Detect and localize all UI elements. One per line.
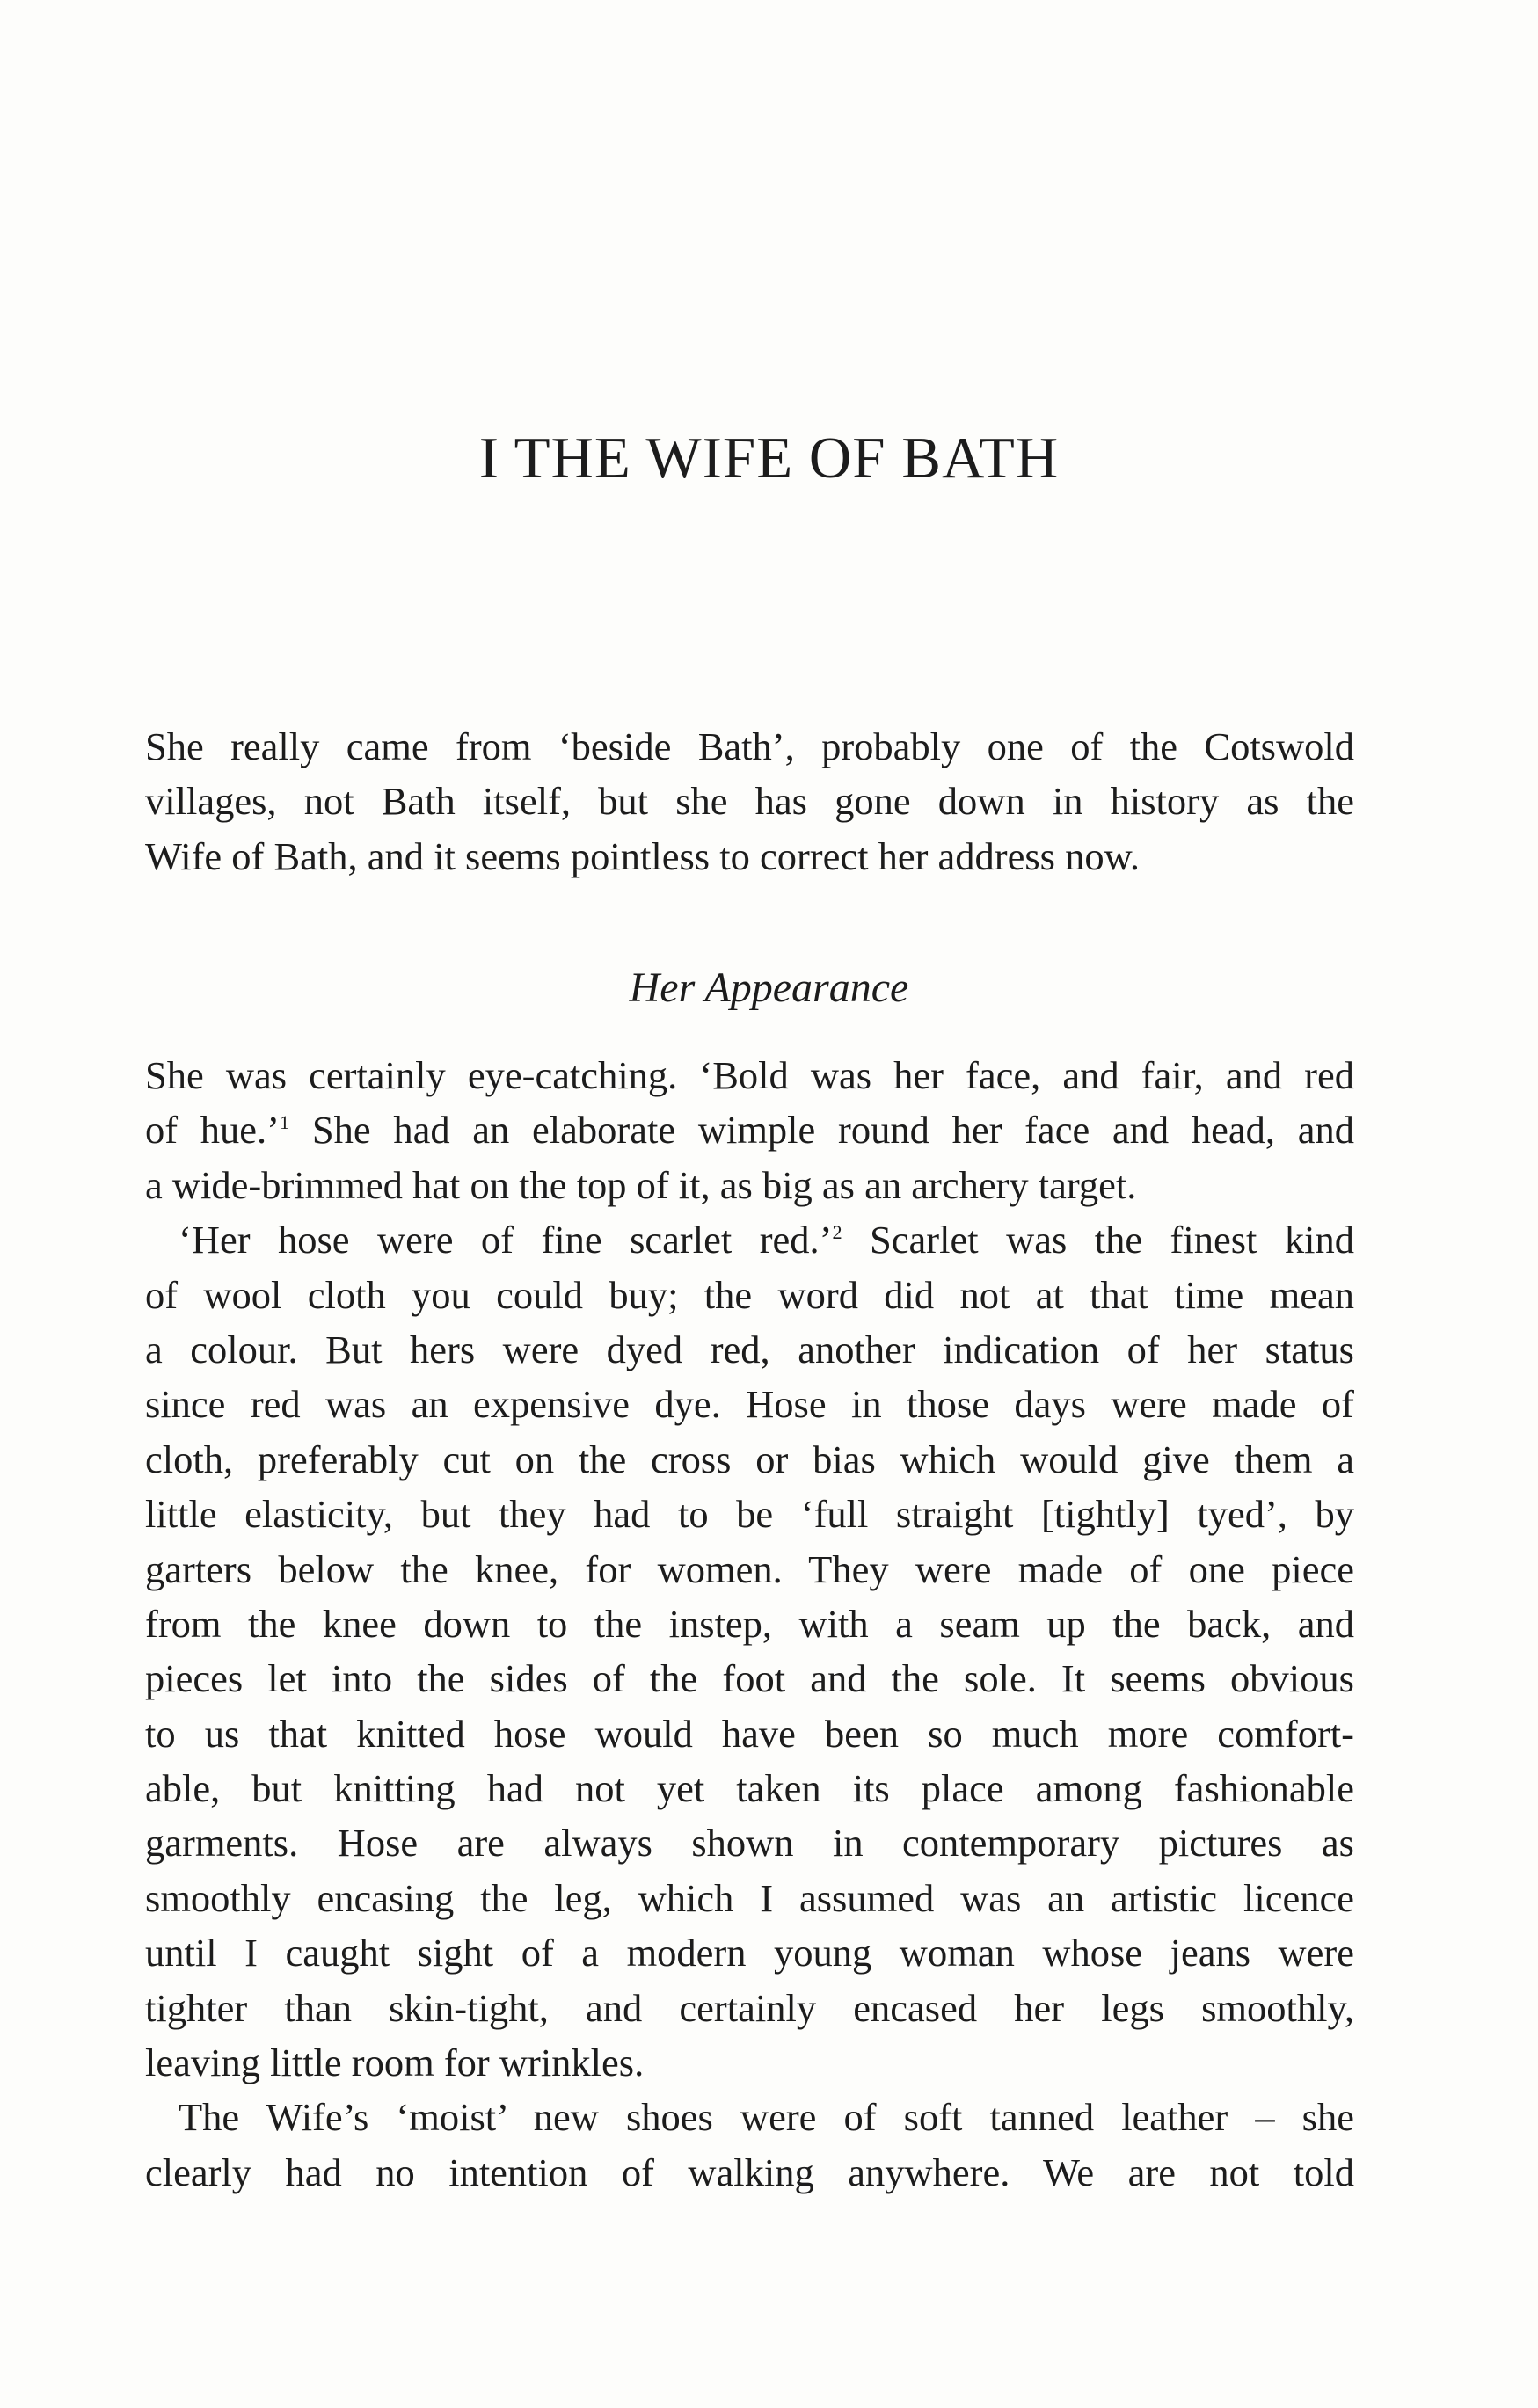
text-line: cloth, preferably cut on the cross or bias which would give them a xyxy=(145,1437,1354,1481)
text-line: little elasticity, but they had to be ‘full straight [tightly] tyed’, by xyxy=(145,1492,1354,1537)
text-line xyxy=(145,1212,1354,1267)
text-line: tighter than skin-tight, and certainly encased her legs smoothly, xyxy=(145,1985,1354,2030)
footnote-marker[interactable]: 2 xyxy=(832,1221,842,1244)
chapter-title: I THE WIFE OF BATH xyxy=(478,426,1060,491)
text-line: clearly had no intention of walking anywhere. We are not told xyxy=(145,2150,1354,2194)
section-heading: Her Appearance xyxy=(629,964,909,1011)
text-line: garments. Hose are always shown in contemporary pictures as xyxy=(145,1821,1354,1866)
body-text xyxy=(145,1048,1354,2200)
text-line: pieces let into the sides of the foot and the sole. It seems obvious xyxy=(145,1656,1354,1701)
text-line: leaving little room for wrinkles. xyxy=(145,2041,645,2085)
text-line: able, but knitting had not yet taken its place among fashionable xyxy=(145,1766,1354,1811)
line-continuation: She had an elaborate wimple round her face and head, and xyxy=(289,1108,1355,1153)
text-line: garters below the knee, for women. They were made of one piece xyxy=(145,1546,1354,1591)
line-continuation: Scarlet was the finest kind xyxy=(842,1218,1354,1262)
text-line: until I caught sight of a modern young woman whose jeans were xyxy=(145,1931,1354,1975)
text-line: since red was an expensive dye. Hose in those days were made of xyxy=(145,1382,1354,1427)
quote-text: of hue.’ xyxy=(145,1108,280,1153)
text-line: a wide-brimmed hat on the top of it, as big as an archery target. xyxy=(145,1162,1137,1207)
text-line: a colour. But hers were dyed red, another indication of her status xyxy=(145,1327,1354,1371)
text-line: Wife of Bath, and it seems pointless to correct her address now. xyxy=(145,833,1140,878)
text-line: villages, not Bath itself, but she has gone down in history as the xyxy=(145,779,1354,824)
text-line: from the knee down to the instep, with a seam up the back, and xyxy=(145,1601,1354,1646)
text-line xyxy=(145,1102,1354,1157)
text-line: She was certainly eye-catching. ‘Bold was her face, and fair, and red xyxy=(145,1053,1354,1097)
intro-paragraph xyxy=(145,719,1354,884)
footnote-marker[interactable]: 1 xyxy=(280,1111,290,1134)
text-line: smoothly encasing the leg, which I assumed was an artistic licence xyxy=(145,1875,1354,1920)
text-line: She really came from ‘beside Bath’, probably one of the Cotswold xyxy=(145,724,1354,768)
text-line: The Wife’s ‘moist’ new shoes were of soft tanned leather – she xyxy=(179,2095,1354,2140)
text-line: to us that knitted hose would have been so much more comfort- xyxy=(145,1711,1354,1756)
quote-text: ‘Her hose were of fine scarlet red.’ xyxy=(179,1218,833,1262)
text-line: of wool cloth you could buy; the word did not at that time mean xyxy=(145,1272,1354,1317)
